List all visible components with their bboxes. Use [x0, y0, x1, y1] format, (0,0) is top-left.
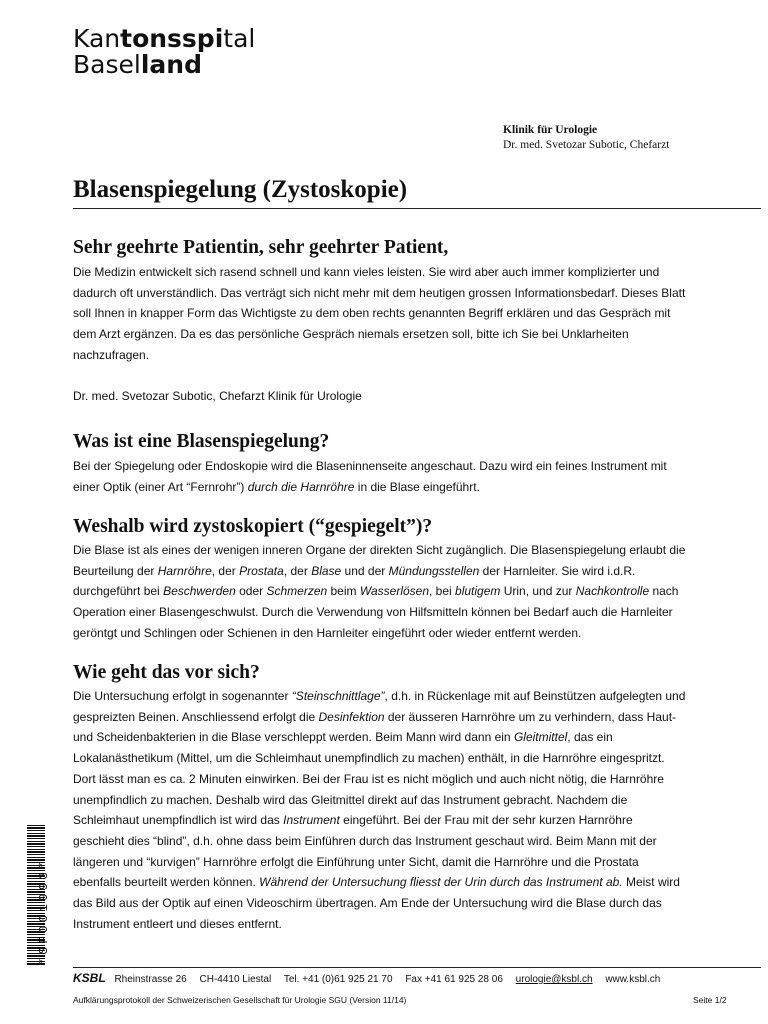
section-how-text: Die Untersuchung erfolgt in sogenannter “Steinschnittlage”, d.h. in Rückenlage mit auf Beinstützen aufgelegten und gespreizten Beinen. Anschliessend erfolgt die Desinfektion der äusseren Harnröhre um zu verhindern, dass Haut- und Scheidenbakterien in die Blase verschleppt werden. Beim Mann wird dann ein Gleitmittel, das ein Lokalanästhetikum (Mittel, um die Schleimhaut unempfindlich zu machen) enthält, in die Harnröhre eingespritzt. Dort lässt man es ca. 2 Minuten einwirken. Bei der Frau ist es nicht möglich und auch nicht nötig, die Harnröhre unempfindlich zu machen. Deshalb wird das Gleitmittel direkt auf das Instrument gebracht. Nachdem die Schleimhaut unempfindlich ist wird das Instrument eingeführt. Bei der Frau mit der sehr kurzen Harnröhre geschieht dies “blind”, d.h. ohne dass beim Einführen durch das Instrument geschaut wird. Beim Mann mit der längeren und “kurvigen” Harnröhre erfolgt die Einführung unter Sicht, damit die Harnröhre und die Prostata ebenfalls beurteilt werden können. Während der Untersuchung fliesst der Urin durch das Instrument ab. Meist wird das Bild aus der Optik auf einen Videoschirm übertragen. Am Ende der Untersuchung wird die Blase durch das Instrument entleert und dieses entfernt. — [73, 689, 686, 931]
greeting-paragraph: Die Medizin entwickelt sich rasend schnell und kann vieles leisten. Sie wird aber auch immer komplizierter und dadurch oft unverständlich. Das verträgt sich nicht mehr mit dem heutigen grossen Informationsbedarf. Dieses Blatt soll Ihnen in knapper Form das Wichtigste zu dem oben rechts genannten Begriff erklären und das Gespräch mit dem Arzt ergänzen. Da es das persönliche Gespräch niemals ersetzen soll, bitte ich Sie bei Unklarheiten nachzufragen. — [73, 265, 686, 362]
footer-contact: KSBL Rheinstrasse 26 CH-4410 Liestal Tel. +41 (0)61 925 21 70 Fax +41 61 925 28 06 urologie@ksbl.ch www.ksbl.ch — [73, 971, 661, 985]
page-number: Seite 1/2 — [693, 995, 727, 1005]
greeting-heading: Sehr geehrte Patientin, sehr geehrter Patient, — [73, 237, 449, 258]
section-heading-why: Weshalb wird zystoskopiert (“gespiegelt”)? — [73, 516, 433, 537]
protocol-note: Aufklärungsprotokoll der Schweizerischen Gesellschaft für Urologie SGU (Version 11/14) — [73, 995, 407, 1005]
section-why-text: Die Blase ist als eines der wenigen inneren Organe der direkten Sicht zugänglich. Die Blasenspiegelung erlaubt die Beurteilung der Harnröhre, der Prostata, der Blase und der Mündungsstellen der Harnleiter. Sie wird i.d.R. durchgeführt bei Beschwerden oder Schmerzen beim Wasserlösen, bei blutigem Urin, und zur Nachkontrolle nach Operation einer Blasengeschwulst. Durch die Verwendung von Hilfsmitteln können bei Bedarf auch die Harnleiter geröntgt und Schlingen oder Schienen in den Harnleiter eingeführt oder wieder entfernt werden. — [73, 543, 686, 640]
section-heading-what: Was ist eine Blasenspiegelung? — [73, 431, 330, 452]
section-heading-how: Wie geht das vor sich? — [73, 662, 260, 683]
barcode-text: *SF001993* — [37, 857, 51, 965]
document-title: Blasenspiegelung (Zystoskopie) — [73, 176, 408, 203]
footer-brand: KSBL — [73, 971, 106, 985]
footer-divider — [73, 967, 761, 968]
email-link[interactable]: urologie@ksbl.ch — [515, 974, 593, 985]
clinic-head: Dr. med. Svetozar Subotic, Chefarzt — [503, 139, 670, 151]
clinic-info — [503, 123, 669, 153]
section-what-text: Bei der Spiegelung oder Endoskopie wird die Blaseninnenseite angeschaut. Dazu wird ein feines Instrument mit einer Optik (einer Art “Fernrohr”) durch die Harnröhre in die Blase eingeführt. — [73, 459, 667, 494]
website-link[interactable]: www.ksbl.ch — [605, 974, 661, 985]
title-divider — [73, 208, 761, 209]
hospital-logo: Kantonsspital Baselland — [73, 24, 256, 79]
clinic-name: Klinik für Urologie — [503, 124, 598, 136]
signature: Dr. med. Svetozar Subotic, Chefarzt Klinik für Urologie — [73, 389, 362, 403]
